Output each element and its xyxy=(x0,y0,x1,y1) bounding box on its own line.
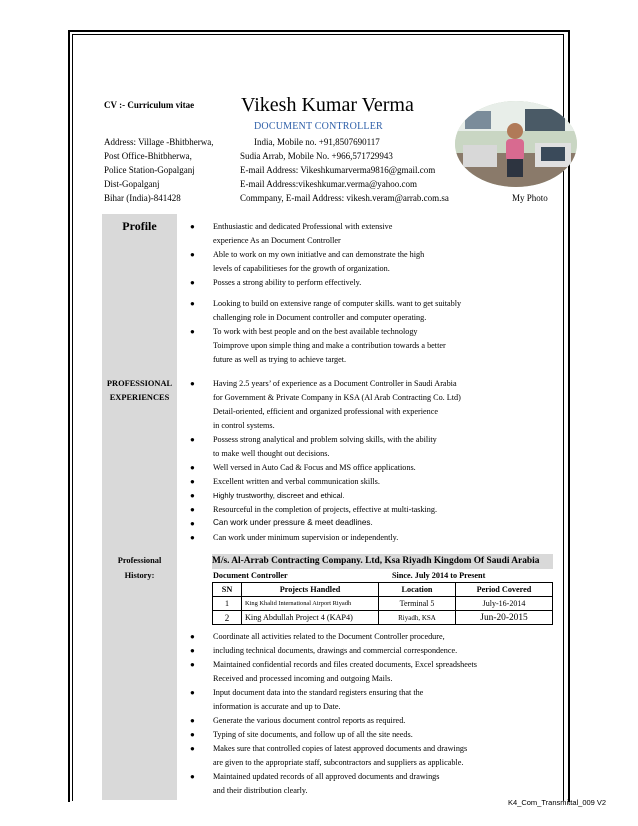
experience-line: to make well thought out decisions. xyxy=(213,449,330,458)
bullet-icon: ● xyxy=(190,716,195,725)
experience-line: Possess strong analytical and problem solving skills, with the ability xyxy=(213,435,437,444)
duty-line: Maintained updated records of all approved documents and drawings xyxy=(213,772,440,781)
address-line: Bihar (India)-841428 xyxy=(104,193,181,203)
table-cell: 2 xyxy=(213,611,242,625)
table-cell: Terminal 5 xyxy=(379,597,456,611)
duty-line: are given to the appropriate staff, subcontractors and suppliers as applicable. xyxy=(213,758,464,767)
profile-line: Able to work on my own initiatlve and can demonstrate the high xyxy=(213,250,425,259)
duty-line: including technical documents, drawings and commercial correspondence. xyxy=(213,646,458,655)
cv-label: CV :- Curriculum vitae xyxy=(104,100,195,110)
contact-line: Commpany, E-mail Address: vikesh.veram@arrab.com.sa xyxy=(240,193,449,203)
table-header-cell: Projects Handled xyxy=(242,583,379,597)
document-footer: K4_Com_Transmittal_009 V2 xyxy=(508,798,607,807)
profile-photo xyxy=(455,101,577,187)
position-period: Since. July 2014 to Present xyxy=(392,571,486,580)
table-row xyxy=(213,611,553,625)
history-heading-2: History: xyxy=(124,571,155,580)
bullet-icon: ● xyxy=(190,491,195,500)
profile-line: challenging role in Document controller and computer operating. xyxy=(213,313,427,322)
duty-line: Input document data into the standard registers ensuring that the xyxy=(213,688,424,697)
experience-line: Highly trustworthy, discreet and ethical. xyxy=(213,491,345,500)
profile-line: Enthusiastic and dedicated Professional with extensive xyxy=(213,222,393,231)
bullet-icon: ● xyxy=(190,299,195,308)
bullet-icon: ● xyxy=(190,379,195,388)
bullet-icon: ● xyxy=(190,222,195,231)
profile-line: levels of capabilitieses for the growth of organization. xyxy=(213,264,390,273)
profile-line: future as well as trying to achieve target. xyxy=(213,355,347,364)
candidate-name: Vikesh Kumar Verma xyxy=(241,94,414,116)
profile-heading: Profile xyxy=(122,219,157,233)
duty-line: information is accurate and up to Date. xyxy=(213,702,341,711)
experience-line: Having 2.5 years’ of experience as a Document Controller in Saudi Arabia xyxy=(213,379,457,388)
table-cell: King Khalid International Airport Riyadh xyxy=(242,597,379,611)
bullet-icon: ● xyxy=(190,646,195,655)
bullet-icon: ● xyxy=(190,744,195,753)
contact-line: India, Mobile no. +91,8507690117 xyxy=(254,137,380,147)
experience-line: Can work under minimum supervision or independently. xyxy=(213,533,399,542)
history-heading-1: Professional xyxy=(117,556,162,565)
duty-line: Received and processed incoming and outgoing Mails. xyxy=(213,674,393,683)
bullet-icon: ● xyxy=(190,435,195,444)
position-title: Document Controller xyxy=(213,571,288,580)
bullet-icon: ● xyxy=(190,730,195,739)
duty-line: Coordinate all activities related to the Document Controller procedure, xyxy=(213,632,445,641)
profile-line: To work with best people and on the best available technology xyxy=(213,327,418,336)
bullet-icon: ● xyxy=(190,772,195,781)
experience-heading-2: EXPERIENCES xyxy=(109,393,170,402)
bullet-icon: ● xyxy=(190,533,195,542)
candidate-role: DOCUMENT CONTROLLER xyxy=(254,121,383,132)
address-line: Dist-Gopalganj xyxy=(104,179,160,189)
company-name: M/s. Al-Arrab Contracting Company. Ltd, Ksa Riyadh Kingdom Of Saudi Arabia xyxy=(212,554,553,569)
duty-line: Generate the various document control reports as required. xyxy=(213,716,406,725)
table-cell: Jun-20-2015 xyxy=(456,611,553,625)
experience-line: for Government & Private Company in KSA (Al Arab Contracting Co. Ltd) xyxy=(213,393,461,402)
address-line: Post Office-Bhitbherwa, xyxy=(104,151,192,161)
projects-table xyxy=(212,582,553,625)
section-sidebar xyxy=(102,214,177,800)
experience-line: Detail-oriented, efficient and organized professional with experience xyxy=(213,407,438,416)
bullet-icon: ● xyxy=(190,688,195,697)
address-line: Address: Village -Bhitbherwa, xyxy=(104,137,214,147)
table-cell: 1 xyxy=(213,597,242,611)
bullet-icon: ● xyxy=(190,519,195,528)
experience-line: Can work under pressure & meet deadlines. xyxy=(213,518,373,527)
contact-line: E-mail Address: Vikeshkumarverma9816@gmail.com xyxy=(240,165,436,175)
table-cell: Riyadh, KSA xyxy=(379,611,456,625)
table-header-cell: SN xyxy=(213,583,242,597)
table-header-cell: Period Covered xyxy=(456,583,553,597)
address-line: Police Station-Gopalganj xyxy=(104,165,195,175)
contact-line: Sudia Arrab, Mobile No. +966,571729943 xyxy=(240,151,393,161)
duty-line: and their distribution clearly. xyxy=(213,786,308,795)
experience-heading-1: PROFESSIONAL xyxy=(106,379,173,388)
duty-line: Maintained confidential records and files created documents, Excel spreadsheets xyxy=(213,660,477,669)
contact-line: E-mail Address:vikeshkumar.verma@yahoo.com xyxy=(240,179,417,189)
bullet-icon: ● xyxy=(190,463,195,472)
table-row xyxy=(213,597,553,611)
bullet-icon: ● xyxy=(190,660,195,669)
experience-line: Excellent written and verbal communication skills. xyxy=(213,477,380,486)
bullet-icon: ● xyxy=(190,632,195,641)
bullet-icon: ● xyxy=(190,327,195,336)
bullet-icon: ● xyxy=(190,278,195,287)
table-cell: July-16-2014 xyxy=(456,597,553,611)
duty-line: Typing of site documents, and follow up of all the site needs. xyxy=(213,730,413,739)
experience-line: Resourceful in the completion of projects, effective at multi-tasking. xyxy=(213,505,438,514)
profile-photo-image xyxy=(455,101,577,187)
profile-line: Toimprove upon simple thing and make a contribution towards a better xyxy=(213,341,446,350)
experience-line: Well versed in Auto Cad & Focus and MS office applications. xyxy=(213,463,416,472)
profile-line: experience As an Document Controller xyxy=(213,236,341,245)
photo-caption: My Photo xyxy=(512,193,548,203)
table-cell: King Abdullah Project 4 (KAP4) xyxy=(242,611,379,625)
experience-line: in control systems. xyxy=(213,421,275,430)
duty-line: Makes sure that controlled copies of latest approved documents and drawings xyxy=(213,744,468,753)
bullet-icon: ● xyxy=(190,505,195,514)
profile-line: Posses a strong ability to perform effectively. xyxy=(213,278,362,287)
table-header-row xyxy=(213,583,553,597)
bullet-icon: ● xyxy=(190,477,195,486)
profile-line: Looking to build on extensive range of computer skills. want to get suitably xyxy=(213,299,462,308)
bullet-icon: ● xyxy=(190,250,195,259)
table-header-cell: Location xyxy=(379,583,456,597)
